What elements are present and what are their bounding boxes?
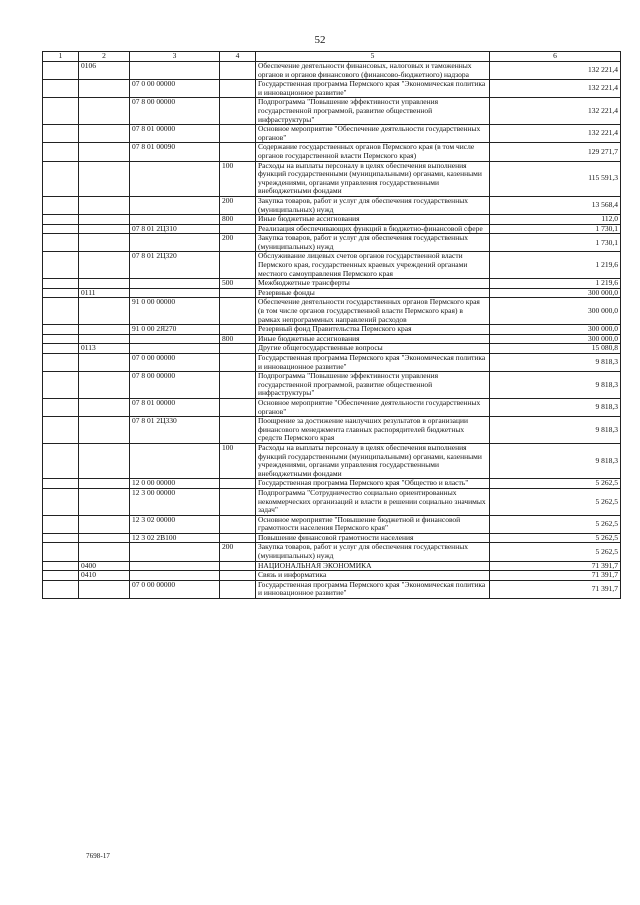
section-code: 0111 xyxy=(79,288,130,298)
amount: 1 219,6 xyxy=(490,279,621,289)
section-code: 0106 xyxy=(79,62,130,80)
expense-type-code xyxy=(220,571,256,581)
section-code xyxy=(79,298,130,325)
expense-type-code xyxy=(220,417,256,444)
expense-description: Подпрограмма "Сотрудничество социально ориентированных некоммерческих организаций и власти в решении социально значимых задач" xyxy=(256,488,490,515)
expense-type-code xyxy=(220,561,256,571)
table-row xyxy=(43,344,621,354)
expense-type-code: 100 xyxy=(220,161,256,196)
section-code xyxy=(79,80,130,98)
expense-description: Расходы на выплаты персоналу в целях обеспечения выполнения функций государственными (муниципальными) органами, казенными учреждениями, органами управления государственными внебюджетными фондами xyxy=(256,443,490,478)
amount: 9 818,3 xyxy=(490,417,621,444)
expense-description: НАЦИОНАЛЬНАЯ ЭКОНОМИКА xyxy=(256,561,490,571)
target-article-code xyxy=(130,215,220,225)
row-number xyxy=(43,417,79,444)
target-article-code: 12 3 00 00000 xyxy=(130,488,220,515)
expense-type-code xyxy=(220,580,256,598)
amount: 71 391,7 xyxy=(490,571,621,581)
amount: 112,0 xyxy=(490,215,621,225)
amount: 300 000,0 xyxy=(490,288,621,298)
expense-type-code: 800 xyxy=(220,334,256,344)
amount: 115 591,3 xyxy=(490,161,621,196)
section-code xyxy=(79,543,130,561)
expense-description: Поощрение за достижение наилучших результатов в организации финансового менеджмента главных распорядителей бюджетных средств Пермского края xyxy=(256,417,490,444)
expense-description: Закупка товаров, работ и услуг для обеспечения государственных (муниципальных) нужд xyxy=(256,234,490,252)
table-row xyxy=(43,372,621,399)
section-code xyxy=(79,515,130,533)
table-row xyxy=(43,234,621,252)
table-row xyxy=(43,479,621,489)
target-article-code: 07 0 00 00000 xyxy=(130,580,220,598)
header-col-3: 3 xyxy=(130,52,220,62)
row-number xyxy=(43,344,79,354)
expense-type-code xyxy=(220,252,256,279)
expense-description: Основное мероприятие "Обеспечение деятельности государственных органов" xyxy=(256,125,490,143)
target-article-code xyxy=(130,279,220,289)
expense-type-code: 200 xyxy=(220,543,256,561)
row-number xyxy=(43,561,79,571)
expense-description: Государственная программа Пермского края "Общество и власть" xyxy=(256,479,490,489)
section-code xyxy=(79,279,130,289)
section-code xyxy=(79,443,130,478)
target-article-code: 07 8 01 00090 xyxy=(130,143,220,161)
expense-description: Связь и информатика xyxy=(256,571,490,581)
amount: 71 391,7 xyxy=(490,580,621,598)
target-article-code xyxy=(130,196,220,214)
target-article-code: 07 8 01 2Ц310 xyxy=(130,224,220,234)
section-code xyxy=(79,215,130,225)
expense-type-code xyxy=(220,143,256,161)
expense-description: Обслуживание лицевых счетов органов государственной власти Пермского края, государственных краевых учреждений органами местного самоуправления Пермского края xyxy=(256,252,490,279)
expense-type-code xyxy=(220,372,256,399)
row-number xyxy=(43,62,79,80)
target-article-code: 07 8 00 00000 xyxy=(130,372,220,399)
amount: 1 219,6 xyxy=(490,252,621,279)
amount: 300 000,0 xyxy=(490,334,621,344)
expense-type-code: 100 xyxy=(220,443,256,478)
target-article-code: 07 8 01 2Ц330 xyxy=(130,417,220,444)
expense-description: Закупка товаров, работ и услуг для обеспечения государственных (муниципальных) нужд xyxy=(256,543,490,561)
header-col-4: 4 xyxy=(220,52,256,62)
table-row xyxy=(43,125,621,143)
target-article-code: 12 3 02 2В100 xyxy=(130,533,220,543)
table-row xyxy=(43,561,621,571)
row-number xyxy=(43,234,79,252)
row-number xyxy=(43,196,79,214)
amount: 9 818,3 xyxy=(490,398,621,416)
expense-type-code xyxy=(220,533,256,543)
target-article-code: 12 3 02 00000 xyxy=(130,515,220,533)
row-number xyxy=(43,125,79,143)
expense-description: Обеспечение деятельности финансовых, налоговых и таможенных органов и органов финансового (финансово-бюджетного) надзора xyxy=(256,62,490,80)
expense-type-code xyxy=(220,488,256,515)
section-code: 0400 xyxy=(79,561,130,571)
section-code xyxy=(79,143,130,161)
row-number xyxy=(43,479,79,489)
section-code xyxy=(79,196,130,214)
expense-type-code xyxy=(220,224,256,234)
amount: 132 221,4 xyxy=(490,125,621,143)
expense-type-code xyxy=(220,80,256,98)
expense-type-code xyxy=(220,288,256,298)
target-article-code xyxy=(130,288,220,298)
amount: 5 262,5 xyxy=(490,543,621,561)
expense-description: Государственная программа Пермского края "Экономическая политика и инновационное развитие" xyxy=(256,580,490,598)
section-code xyxy=(79,161,130,196)
row-number xyxy=(43,488,79,515)
row-number xyxy=(43,515,79,533)
amount: 9 818,3 xyxy=(490,372,621,399)
target-article-code: 07 8 01 2Ц320 xyxy=(130,252,220,279)
amount: 129 271,7 xyxy=(490,143,621,161)
target-article-code xyxy=(130,561,220,571)
section-code xyxy=(79,488,130,515)
row-number xyxy=(43,288,79,298)
table-row xyxy=(43,571,621,581)
section-code xyxy=(79,354,130,372)
amount: 9 818,3 xyxy=(490,443,621,478)
expense-type-code xyxy=(220,62,256,80)
expense-type-code xyxy=(220,325,256,335)
expense-type-code: 200 xyxy=(220,234,256,252)
expense-description: Реализация обеспечивающих функций в бюджетно-финансовой сфере xyxy=(256,224,490,234)
section-code: 0113 xyxy=(79,344,130,354)
target-article-code xyxy=(130,543,220,561)
section-code xyxy=(79,533,130,543)
amount: 71 391,7 xyxy=(490,561,621,571)
target-article-code xyxy=(130,571,220,581)
table-row xyxy=(43,533,621,543)
expense-description: Повышение финансовой грамотности населения xyxy=(256,533,490,543)
row-number xyxy=(43,215,79,225)
expense-type-code xyxy=(220,298,256,325)
table-row xyxy=(43,298,621,325)
target-article-code xyxy=(130,443,220,478)
expense-type-code xyxy=(220,354,256,372)
table-row xyxy=(43,252,621,279)
table-row xyxy=(43,325,621,335)
row-number xyxy=(43,398,79,416)
expense-description: Основное мероприятие "Обеспечение деятельности государственных органов" xyxy=(256,398,490,416)
table-row xyxy=(43,80,621,98)
section-code: 0410 xyxy=(79,571,130,581)
row-number xyxy=(43,443,79,478)
header-col-6: 6 xyxy=(490,52,621,62)
table-row xyxy=(43,515,621,533)
row-number xyxy=(43,298,79,325)
amount: 132 221,4 xyxy=(490,98,621,125)
section-code xyxy=(79,479,130,489)
target-article-code: 07 8 00 00000 xyxy=(130,98,220,125)
table-row xyxy=(43,543,621,561)
target-article-code: 07 8 01 00000 xyxy=(130,398,220,416)
row-number xyxy=(43,325,79,335)
expense-description: Содержание государственных органов Пермского края (в том числе органов государственной власти Пермского края) xyxy=(256,143,490,161)
expense-description: Межбюджетные трансферты xyxy=(256,279,490,289)
target-article-code: 91 0 00 00000 xyxy=(130,298,220,325)
table-row xyxy=(43,443,621,478)
header-col-1: 1 xyxy=(43,52,79,62)
target-article-code: 12 0 00 00000 xyxy=(130,479,220,489)
amount: 5 262,5 xyxy=(490,533,621,543)
table-row xyxy=(43,354,621,372)
expense-description: Закупка товаров, работ и услуг для обеспечения государственных (муниципальных) нужд xyxy=(256,196,490,214)
section-code xyxy=(79,234,130,252)
row-number xyxy=(43,279,79,289)
target-article-code xyxy=(130,234,220,252)
table-row xyxy=(43,398,621,416)
table-row xyxy=(43,279,621,289)
expense-description: Подпрограмма "Повышение эффективности управления государственной программой, развитие общественной инфраструктуры" xyxy=(256,98,490,125)
amount: 5 262,5 xyxy=(490,479,621,489)
row-number xyxy=(43,571,79,581)
table-row xyxy=(43,224,621,234)
row-number xyxy=(43,224,79,234)
expense-type-code: 200 xyxy=(220,196,256,214)
target-article-code xyxy=(130,62,220,80)
target-article-code: 07 0 00 00000 xyxy=(130,80,220,98)
expense-description: Резервные фонды xyxy=(256,288,490,298)
amount: 300 000,0 xyxy=(490,325,621,335)
amount: 1 730,1 xyxy=(490,234,621,252)
row-number xyxy=(43,354,79,372)
target-article-code xyxy=(130,334,220,344)
table-row xyxy=(43,417,621,444)
header-col-5: 5 xyxy=(256,52,490,62)
table-row xyxy=(43,580,621,598)
expense-description: Другие общегосударственные вопросы xyxy=(256,344,490,354)
section-code xyxy=(79,398,130,416)
table-row xyxy=(43,334,621,344)
table-row xyxy=(43,488,621,515)
amount: 15 080,8 xyxy=(490,344,621,354)
expense-type-code xyxy=(220,515,256,533)
row-number xyxy=(43,372,79,399)
row-number xyxy=(43,334,79,344)
section-code xyxy=(79,224,130,234)
row-number xyxy=(43,80,79,98)
expense-type-code: 500 xyxy=(220,279,256,289)
target-article-code: 07 0 00 00000 xyxy=(130,354,220,372)
expense-description: Обеспечение деятельности государственных органов Пермского края (в том числе органов государственной власти Пермского края) в рамках непрограммных направлений расходов xyxy=(256,298,490,325)
amount: 13 568,4 xyxy=(490,196,621,214)
amount: 132 221,4 xyxy=(490,62,621,80)
section-code xyxy=(79,252,130,279)
section-code xyxy=(79,372,130,399)
section-code xyxy=(79,417,130,444)
row-number xyxy=(43,161,79,196)
section-code xyxy=(79,325,130,335)
expense-type-code xyxy=(220,479,256,489)
table-header-row xyxy=(43,52,621,62)
expense-type-code xyxy=(220,98,256,125)
table-row xyxy=(43,288,621,298)
expense-description: Государственная программа Пермского края "Экономическая политика и инновационное развитие" xyxy=(256,354,490,372)
row-number xyxy=(43,533,79,543)
section-code xyxy=(79,334,130,344)
row-number xyxy=(43,580,79,598)
section-code xyxy=(79,125,130,143)
expense-description: Подпрограмма "Повышение эффективности управления государственной программой, развитие общественной инфраструктуры" xyxy=(256,372,490,399)
target-article-code xyxy=(130,344,220,354)
amount: 5 262,5 xyxy=(490,515,621,533)
document-code: 7698-17 xyxy=(86,852,111,860)
table-row xyxy=(43,143,621,161)
expense-description: Иные бюджетные ассигнования xyxy=(256,334,490,344)
expense-type-code xyxy=(220,398,256,416)
amount: 1 730,1 xyxy=(490,224,621,234)
row-number xyxy=(43,143,79,161)
page-number: 52 xyxy=(314,34,326,46)
table-row xyxy=(43,215,621,225)
amount: 300 000,0 xyxy=(490,298,621,325)
expense-description: Резервный фонд Правительства Пермского края xyxy=(256,325,490,335)
expense-description: Основное мероприятие "Повышение бюджетной и финансовой грамотности населения Пермского края" xyxy=(256,515,490,533)
target-article-code xyxy=(130,161,220,196)
table-row xyxy=(43,196,621,214)
header-col-2: 2 xyxy=(79,52,130,62)
amount: 9 818,3 xyxy=(490,354,621,372)
expense-description: Иные бюджетные ассигнования xyxy=(256,215,490,225)
section-code xyxy=(79,98,130,125)
expense-type-code: 800 xyxy=(220,215,256,225)
row-number xyxy=(43,543,79,561)
expense-type-code xyxy=(220,344,256,354)
amount: 5 262,5 xyxy=(490,488,621,515)
row-number xyxy=(43,98,79,125)
expense-type-code xyxy=(220,125,256,143)
target-article-code: 91 0 00 2Я270 xyxy=(130,325,220,335)
section-code xyxy=(79,580,130,598)
expense-description: Расходы на выплаты персоналу в целях обеспечения выполнения функций государственными (муниципальными) органами, казенными учреждениями, органами управления государственными внебюджетными фондами xyxy=(256,161,490,196)
amount: 132 221,4 xyxy=(490,80,621,98)
table-row xyxy=(43,161,621,196)
target-article-code: 07 8 01 00000 xyxy=(130,125,220,143)
row-number xyxy=(43,252,79,279)
table-row xyxy=(43,98,621,125)
table-row xyxy=(43,62,621,80)
expense-description: Государственная программа Пермского края "Экономическая политика и инновационное развитие" xyxy=(256,80,490,98)
budget-table xyxy=(42,51,621,599)
